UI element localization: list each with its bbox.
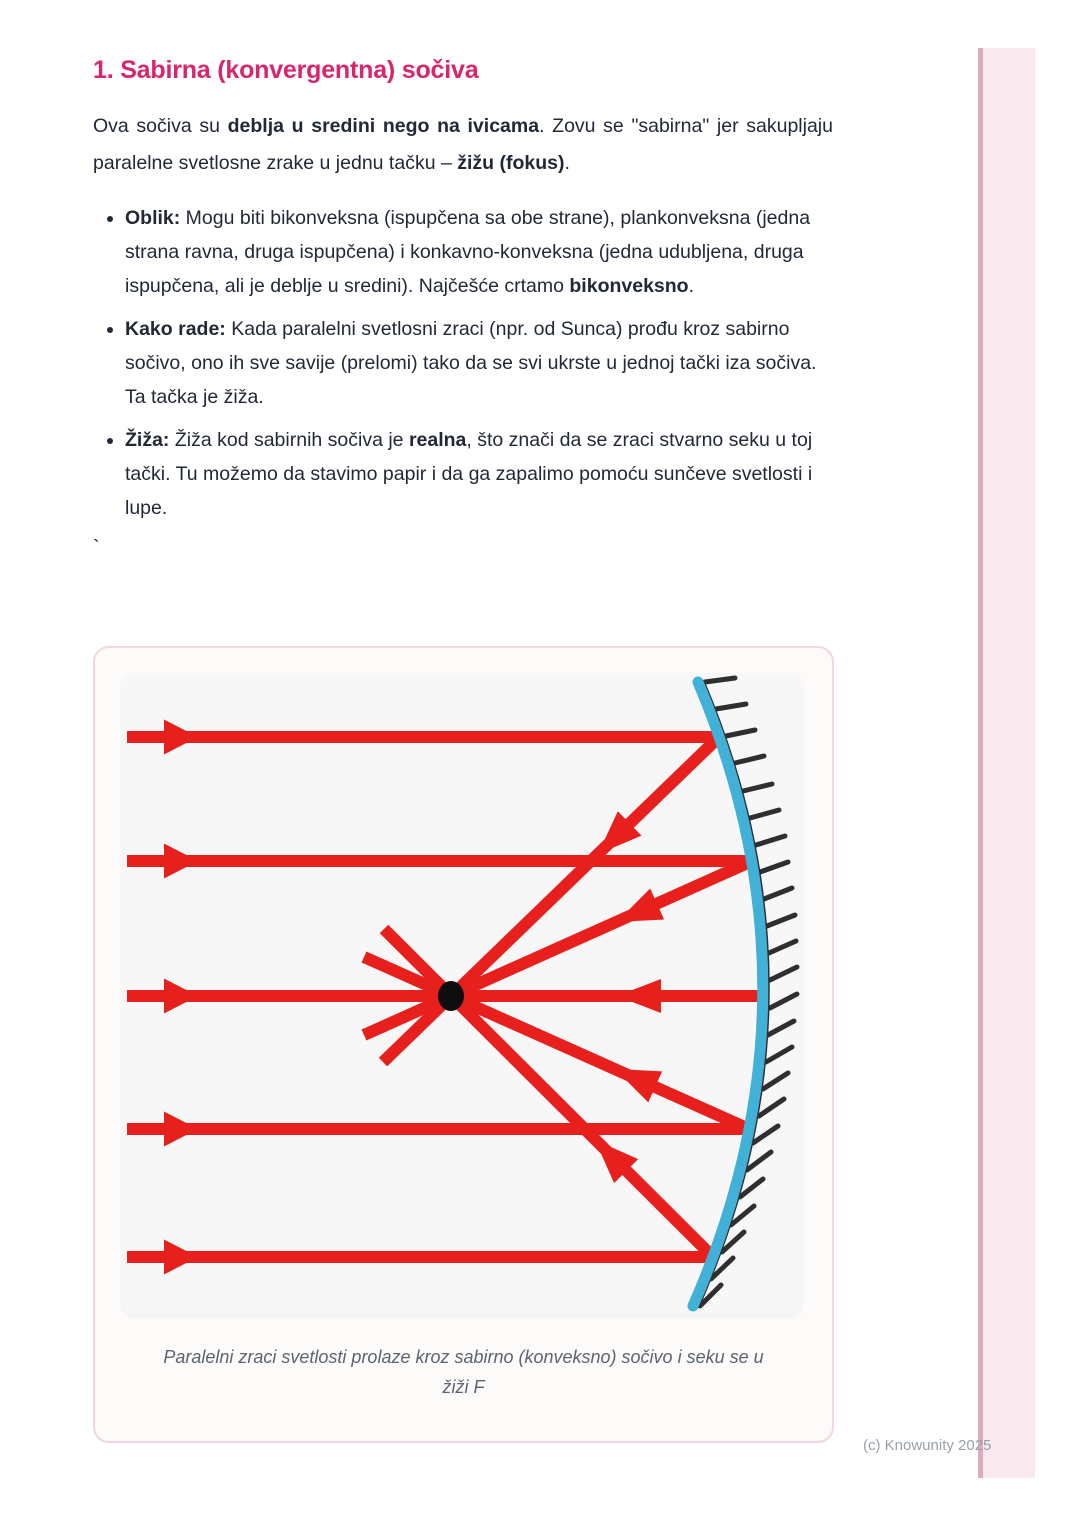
ray-diagram-svg [123, 674, 801, 1314]
bold-segment: deblja u sredini nego na ivicama [227, 115, 540, 137]
bullet-label: Oblik: [125, 207, 181, 229]
figure-card [93, 646, 834, 1443]
bullet-item-oblik [125, 201, 833, 303]
incident-ray-arrowheads [164, 720, 198, 1275]
bullet-list [93, 201, 833, 525]
bold-segment: realna [408, 429, 467, 451]
text-segment: . [688, 275, 695, 297]
page-title: 1. Sabirna (konvergentna) sočiva [93, 56, 479, 84]
text-segment: . [564, 152, 570, 174]
stray-backtick: ` [93, 537, 100, 559]
figure-caption [95, 1342, 832, 1402]
page-edge-strip [978, 48, 1035, 1478]
document-page [93, 0, 833, 559]
bullet-item-ziza [125, 423, 833, 525]
lens-ray-diagram [123, 674, 801, 1314]
bullet-item-kako-rade [125, 312, 833, 414]
caption-line: Paralelni zraci svetlosti prolaze kroz sabirno (konveksno) sočivo i seku se u [163, 1347, 764, 1367]
text-segment: Žiža kod sabirnih sočiva je [169, 429, 409, 451]
bullet-label: Žiža: [125, 429, 170, 451]
bullet-label: Kako rade: [125, 318, 226, 340]
focal-point-dot [438, 981, 464, 1011]
text-segment: Mogu biti bikonveksna (ispupčena sa obe strane), plankonveksna (jedna strana ravna, druga ispupčena) i konkavno-konveksna (jedna udubljena, druga ispupčena, ali je deblje u sredini). Najčešće crtamo [125, 207, 811, 297]
text-segment: , što znači da se zraci stvarno seku u toj tački. Tu možemo da stavimo papir i da ga zapalimo pomoću sunčeve svetlosti i lupe. [125, 429, 813, 519]
text-segment: Kada paralelni svetlosni zraci (npr. od Sunca) prođu kroz sabirno sočivo, ono ih sve savije (prelomi) tako da se svi ukrste u jednoj tački iza sočiva. Ta tačka je žiža. [125, 318, 817, 408]
text-segment: . Zovu se "sabirna" jer sakupljaju paralelne svetlosne zrake u jednu tačku – [93, 115, 833, 174]
bold-segment: žižu (fokus) [457, 152, 565, 174]
text-segment: Ova sočiva su [93, 115, 228, 137]
intro-paragraph [93, 108, 833, 182]
caption-line: žiži F [442, 1377, 485, 1397]
bold-segment: bikonveksno [569, 275, 689, 297]
page-footer: (c) Knowunity 2025 [863, 1437, 992, 1454]
